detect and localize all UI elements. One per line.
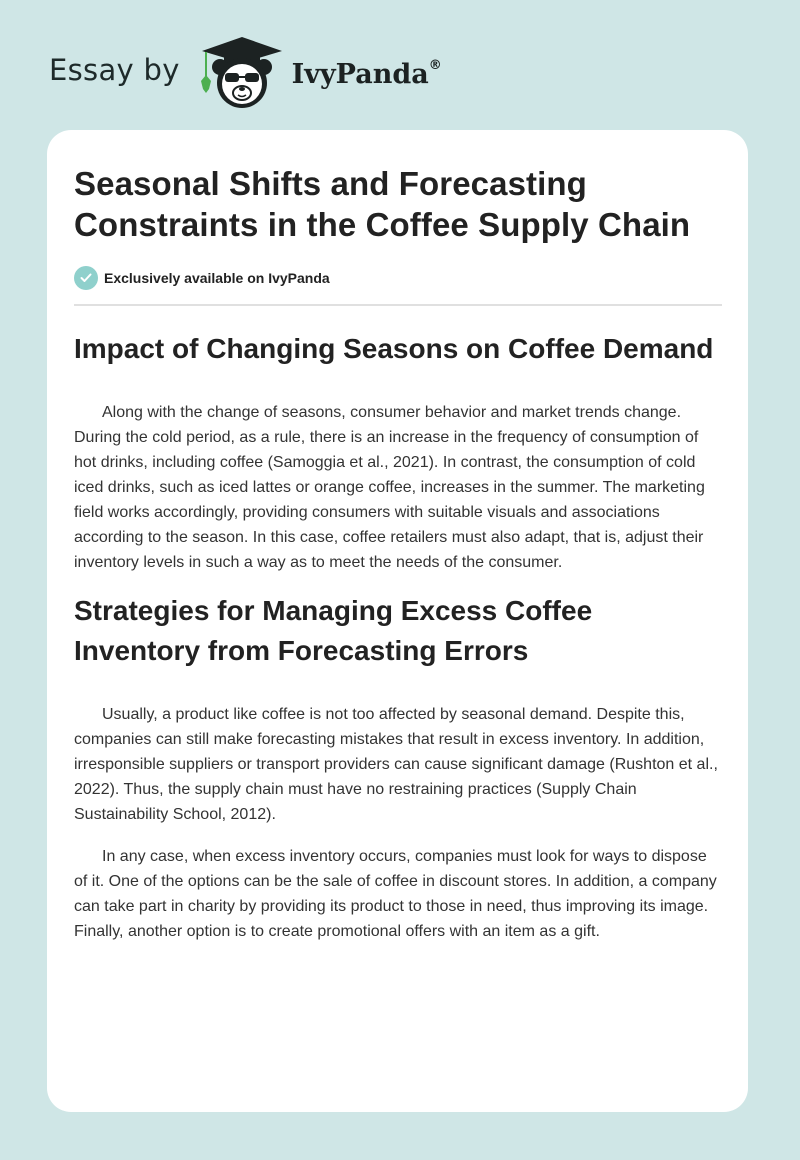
- site-header: [49, 32, 442, 112]
- essay-title: Seasonal Shifts and Forecasting Constraints in the Coffee Supply Chain: [74, 165, 691, 243]
- paragraph: Along with the change of seasons, consumer behavior and market trends change. During the cold period, as a rule, there is an increase in the frequency of consumption of hot drinks, including coffee (Samoggia et al., 2021). In contrast, the consumption of cold iced drinks, such as iced lattes or orange coffee, increases in the summer. The marketing field works accordingly, providing consumers with suitable visuals and associations according to the season. In this case, coffee retailers must also adapt, that is, adjust their inventory levels in such a way as to meet the needs of the consumer.: [74, 404, 705, 571]
- panda-logo-icon[interactable]: [198, 33, 286, 111]
- exclusive-badge: [74, 266, 722, 290]
- section-inventory-strategies: [74, 591, 722, 944]
- registered-mark: ®: [428, 57, 442, 73]
- check-circle-icon: [74, 266, 98, 290]
- paragraph: Usually, a product like coffee is not too affected by seasonal demand. Despite this, companies can still make forecasting mistakes that result in excess inventory. In addition, irresponsible suppliers or transport providers can cause significant damage (Rushton et al., 2022). Thus, the supply chain must have no restraining practices (Supply Chain Sustainability School, 2012).: [74, 706, 718, 823]
- essay-by-label: Essay by: [49, 53, 180, 87]
- section-heading: Impact of Changing Seasons on Coffee Demand: [74, 333, 714, 364]
- section-heading: Strategies for Managing Excess Coffee Inventory from Forecasting Errors: [74, 595, 593, 666]
- section-seasonal-impact: [74, 329, 722, 575]
- title-divider: [74, 304, 722, 306]
- brand-name-text: IvyPanda: [291, 58, 429, 90]
- paragraph: In any case, when excess inventory occurs, companies must look for ways to dispose of it. One of the options can be the sale of coffee in discount stores. In addition, a company can take part in charity by providing its product to those in need, thus improving its image. Finally, another option is to create promotional offers with an item as a gift.: [74, 848, 717, 940]
- essay-card: [47, 130, 748, 1112]
- exclusive-badge-text: Exclusively available on IvyPanda: [104, 270, 330, 286]
- brand-name[interactable]: [292, 59, 442, 90]
